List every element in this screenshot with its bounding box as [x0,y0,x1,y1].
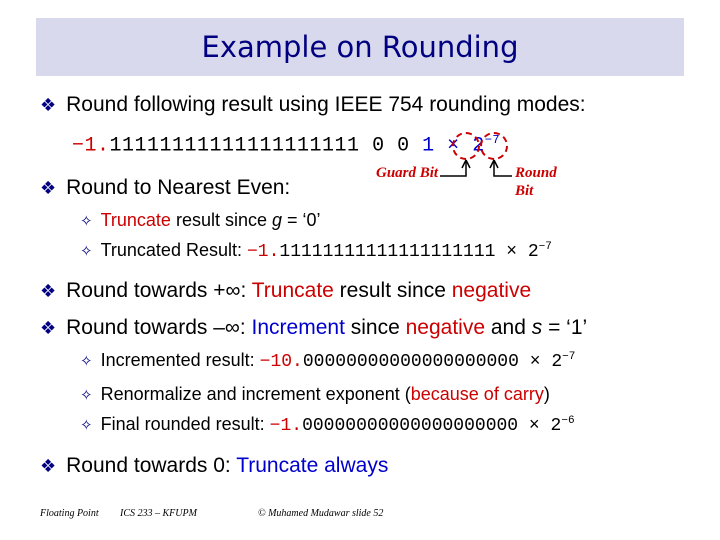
round-label-line2: Bit [515,183,534,199]
neg-inf-mid: since [344,316,406,339]
sub-post: ) [543,384,550,404]
guard-bit-label: Guard Bit [376,165,439,181]
value-prefix: −1. [269,416,303,436]
sub-pre: Renormalize and increment exponent ( [100,384,411,404]
number-mantissa: 11111111111111111111 [109,134,360,158]
diamond-bullet-icon: ❖ [40,178,57,198]
neg-inf-increment: Increment [251,316,345,339]
neg-inf-and: and [485,316,532,339]
neg-inf-eq: = ‘1’ [542,316,588,339]
value-exp: −7 [562,351,576,363]
value-exp: −7 [538,241,552,253]
times-sign: × [447,134,460,158]
round-label-line1: Round [515,165,557,181]
value-times: × 2 [495,242,539,262]
star-bullet-icon: ✧ [80,243,93,260]
pos-inf-pre: Round towards +∞: [66,279,252,302]
nearest-heading [40,176,290,200]
value-prefix: −1. [246,242,280,262]
eq-text: = ‘0’ [282,210,321,230]
value-mantissa: 00000000000000000000 [302,416,519,436]
star-bullet-icon: ✧ [80,387,93,404]
sub-label: Incremented result: [100,350,260,370]
diamond-bullet-icon: ❖ [40,456,57,476]
value-exp: −6 [561,415,575,427]
sub-text: result since [170,210,272,230]
line-text: Round following result using IEEE 754 rounding modes: [66,93,586,116]
nearest-text: Round to Nearest Even: [66,176,291,199]
guard-arrow [440,162,466,176]
footer-right: © Muhamed Mudawar slide 52 [258,508,384,519]
diamond-bullet-icon: ❖ [40,95,57,115]
value-mantissa: 11111111111111111111 [279,242,496,262]
star-bullet-icon: ✧ [80,417,93,434]
star-bullet-icon: ✧ [80,353,93,370]
slide-title: Example on Rounding [201,30,519,64]
neg-inf-sub-2 [80,384,550,405]
neg-inf-sub-1 [80,350,575,372]
value-times: × 2 [518,352,563,372]
base: 2 [472,134,485,158]
diamond-bullet-icon: ❖ [40,318,57,338]
zero-truncate: Truncate always [236,454,389,477]
pos-inf-truncate: Truncate [251,279,334,302]
value-times: × 2 [518,416,562,436]
nearest-sub-1 [80,210,321,231]
sub-label: Final rounded result: [100,414,270,434]
neg-inf-line [40,316,587,340]
pos-inf-mid: result since [333,279,452,302]
neg-inf-pre: Round towards –∞: [66,316,252,339]
carry-text: because of carry [410,384,544,404]
sub-label: Truncated Result: [100,240,247,260]
truncate-word: Truncate [100,210,171,230]
guard-bit: 0 [372,134,385,158]
var-g: g [272,210,283,230]
value-prefix: −10. [259,352,303,372]
zero-pre: Round towards 0: [66,454,237,477]
footer-mid: ICS 233 – KFUPM [120,508,197,519]
nearest-sub-2 [80,240,552,262]
footer-left: Floating Point [40,508,99,519]
number-prefix: −1. [72,134,110,158]
neg-inf-negative: negative [405,316,486,339]
value-mantissa: 00000000000000000000 [302,352,519,372]
pos-inf-line [40,279,531,303]
pos-inf-negative: negative [451,279,532,302]
round-bit-label [515,164,557,200]
exponent: −7 [484,133,501,147]
zero-line [40,454,388,478]
round-bit: 0 [397,134,410,158]
neg-inf-sub-3 [80,414,575,436]
diamond-bullet-icon: ❖ [40,281,57,301]
var-s: s [531,316,543,339]
sticky-bit: 1 [422,134,435,158]
star-bullet-icon: ✧ [80,213,93,230]
